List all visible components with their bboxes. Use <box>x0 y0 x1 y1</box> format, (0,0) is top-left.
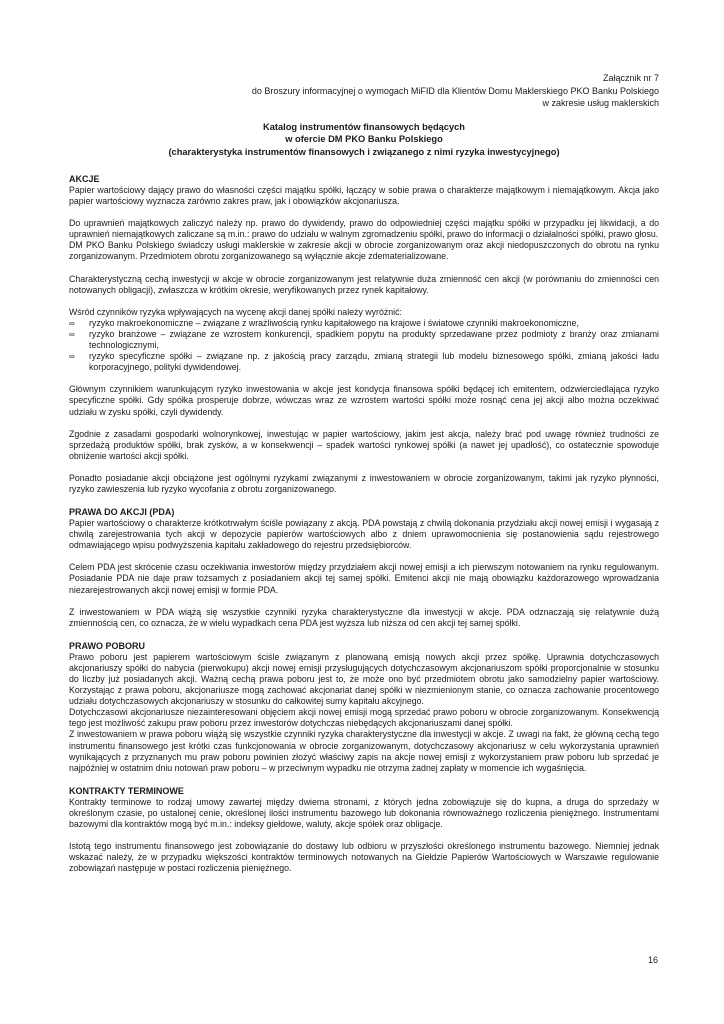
annex-scope: w zakresie usług maklerskich <box>542 98 659 108</box>
paragraph: Z inwestowaniem w prawa poboru wiążą się wszystkie czynniki ryzyka charakterystyczne dla inwestycji w akcje. Z uwagi na fakt, że główną cechą tego instrumentu finansowego jest krótki czas funkcjonowania w obrocie zorganizowanym, dotychczasowy akcjonariusz w celu wykorzystania uprawnień wynikających z przyznanych mu praw poboru powinien złożyć właściwy zapis na akcje nowej emisji z wykorzystaniem praw poboru lub sprzedać je najpóźniej w ostatnim dniu notowań praw poboru – w przeciwnym wypadku nie otrzyma żadnej zapłaty w momencie ich wygaśnięcia. <box>69 729 659 773</box>
paragraph: Prawo poboru jest papierem wartościowym ściśle związanym z planowaną emisją nowych akcji przez spółkę. Uprawnia dotychczasowych akcjonariuszy spółki do nabycia (pierwokupu) akcji nowej emisji przysługujących dotychczasowym akcjonariuszom spółki proporcjonalnie w stosunku do liczby już posiadanych akcji. Ważną cechą prawa poboru jest to, że może ono być przedmiotem obrotu jako samodzielny papier wartościowy. Korzystając z prawa poboru, akcjonariusze mogą zachować akcjonariat danej spółki w niezmienionym stanie, co oznacza zachowanie procentowego udziału dotychczasowych akcjonariuszy w stosunku do całkowitej sumy kapitału akcyjnego. <box>69 651 659 707</box>
paragraph: DM PKO Banku Polskiego świadczy usługi maklerskie w zakresie akcji w obrocie zorganizowanym oraz akcji niedopuszczonych do obrotu na rynku zorganizowanym. Przedmiotem obrotu zorganizowanego są wyłącznie akcje zdematerializowane. <box>69 240 659 262</box>
paragraph: Ponadto posiadanie akcji obciążone jest ogólnymi ryzykami związanymi z inwestowaniem w obrocie zorganizowanym, takimi jak ryzyko płynności, ryzyko zawieszenia lub ryzyko wycofania z obrotu zorganizowanego. <box>69 472 659 494</box>
section-heading-pda: PRAWA DO AKCJI (PDA) <box>69 507 175 518</box>
section-kontrakty-terminowe <box>69 786 659 875</box>
paragraph: Papier wartościowy dający prawo do własności części majątku spółki, łączący w sobie prawa o charakterze majątkowym i niemajątkowym. Akcja jako papier wartościowy wyznacza zarówno zakres praw, jak i obowiązków akcjonariusza. <box>69 185 659 207</box>
paragraph: Zgodnie z zasadami gospodarki wolnorynkowej, inwestując w papier wartościowy, jakim jest akcja, należy brać pod uwagę również trudności ze sprzedażą produktów spółki, brak zysków, a w konsekwencji – spadek wartości rynkowej spółki (a nawet jej upadłość), co ostatecznie spowoduje obniżenie wartości akcji spółki. <box>69 428 659 461</box>
paragraph: Do uprawnień majątkowych zaliczyć należy np. prawo do dywidendy, prawo do odpowiedniej części majątku spółki w przypadku jej likwidacji, a do uprawnień niemajątkowych zaliczane są m.in.: prawo do udziału w walnym zgromadzeniu spółki, prawo do informacji o działalności spółki, prawo głosu. <box>69 218 659 240</box>
annex-description: do Broszury informacyjnej o wymogach MiFID dla Klientów Domu Maklerskiego PKO Banku Polskiego <box>251 85 659 96</box>
section-prawo-poboru <box>69 641 659 774</box>
paragraph: Dotychczasowi akcjonariusze niezainteresowani objęciem akcji nowej emisji mogą sprzedać prawo poboru w obrocie zorganizowanym. Konsekwencją tego jest możliwość zakupu praw poboru przez inwestorów dotychczas niebędących akcjonariuszami danej spółki. <box>69 707 659 729</box>
paragraph: Celem PDA jest skrócenie czasu oczekiwania inwestorów między przydziałem akcji nowej emisji a ich pierwszym notowaniem na rynku regulowanym. Posiadanie PDA nie daje praw tożsamych z posiadaniem akcji tej samej spółki. Emitenci akcji nie mają obowiązku każdorazowego wprowadzania niezarejestrowanych akcji nowej emisji w formie PDA. <box>69 562 659 595</box>
paragraph: Kontrakty terminowe to rodzaj umowy zawartej między dwiema stronami, z których jedna zobowiązuje się do kupna, a druga do sprzedaży w określonym czasie, po ustalonej cenie, określonej ilości instrumentu bazowego lub dokonania równoważnego rozliczenia pieniężnego. Instrumentami bazowymi dla kontraktów mogą być m.in.: indeksy giełdowe, waluty, akcje spółek oraz obligacje. <box>69 796 659 830</box>
list-item <box>69 318 659 329</box>
paragraph: Głównym czynnikiem warunkującym ryzyko inwestowania w akcje jest kondycja finansowa spółki będącej ich emitentem, odzwierciedlająca ryzyko specyficzne spółki. Gdy spółka prosperuje dobrze, wówczas wraz ze wzrostem wartości spółki może rosnąć cena jej akcji albo można oczekiwać udziału w zysku spółki, czyli dywidendy. <box>69 384 659 417</box>
document-header <box>69 72 659 110</box>
list-item-text: ryzyko specyficzne spółki – związane np. z jakością pracy zarządu, zmianą strategii lub modelu biznesowego spółki, zmianą jakości ładu korporacyjnego, polityki dywidendowej. <box>89 351 659 373</box>
paragraph: Wśród czynników ryzyka wpływających na wycenę akcji danej spółki należy wyróżnić: <box>69 306 402 317</box>
bullet-icon: ∞ <box>69 329 75 339</box>
annex-number: Załącznik nr 7 <box>602 73 659 83</box>
catalog-title <box>69 121 659 159</box>
section-akcje <box>69 174 659 495</box>
bullet-icon: ∞ <box>69 318 75 328</box>
page-number: 16 <box>647 955 658 965</box>
section-heading-akcje: AKCJE <box>69 174 100 184</box>
list-item <box>69 329 659 351</box>
list-item-text: ryzyko makroekonomiczne – związane z wrażliwością rynku kapitałowego na krajowe i światowe czynniki makroekonomiczne, <box>89 317 579 328</box>
catalog-title-line-2: w ofercie DM PKO Banku Polskiego <box>285 134 443 144</box>
list-item <box>69 351 659 373</box>
paragraph: Istotą tego instrumentu finansowego jest zobowiązanie do dostawy lub odbioru w przyszłości określonego instrumentu bazowego. Niemniej jednak wskazać należy, że w przypadku większości kontraktów terminowych notowanych na Giełdzie Papierów Wartościowych w Warszawie regulowanie zobowiązań następuje w postaci rozliczenia pieniężnego. <box>69 841 659 874</box>
paragraph: Papier wartościowy o charakterze krótkotrwałym ściśle powiązany z akcją. PDA powstają z chwilą dokonania przydziału akcji nowej emisji i wygasają z chwilą zarejestrowania tych akcji w depozycie papierów wartościowych albo z dniem uprawomocnienia się postanowienia sądu rejestrowego odmawiającego wpisu podwyższenia kapitału zakładowego do rejestru przedsiębiorców. <box>69 518 659 551</box>
paragraph: Charakterystyczną cechą inwestycji w akcje w obrocie zorganizowanym jest relatywnie duża zmienność cen akcji (w porównaniu do zmienności cen notowanych obligacji), zwłaszcza w krótkim okresie, weryfikowanych przez rynek kapitałowy. <box>69 273 659 295</box>
risk-factor-list <box>69 318 659 373</box>
list-item-text: ryzyko branżowe – związane ze wzrostem konkurencji, spadkiem popytu na produkty sprzedawane przez podmioty z branży oraz zmianami technologicznymi, <box>89 328 659 351</box>
catalog-title-line-3: (charakterystyka instrumentów finansowych i związanego z nimi ryzyka inwestycyjnego) <box>168 146 560 157</box>
paragraph: Z inwestowaniem w PDA wiążą się wszystkie czynniki ryzyka charakterystyczne dla inwestycji w akcje. PDA odznaczają się relatywnie dużą zmiennością cen, co oznacza, że w wielu wypadkach cena PDA jest wyższa lub niższa od cen akcji tej samej spółki. <box>69 606 659 628</box>
bullet-icon: ∞ <box>69 352 75 362</box>
section-heading-prawo-poboru: PRAWO POBORU <box>69 640 146 651</box>
catalog-title-line-1: Katalog instrumentów finansowych będących <box>263 121 465 132</box>
section-heading-kontrakty: KONTRAKTY TERMINOWE <box>69 785 184 796</box>
section-pda <box>69 507 659 629</box>
document-page <box>69 72 659 874</box>
